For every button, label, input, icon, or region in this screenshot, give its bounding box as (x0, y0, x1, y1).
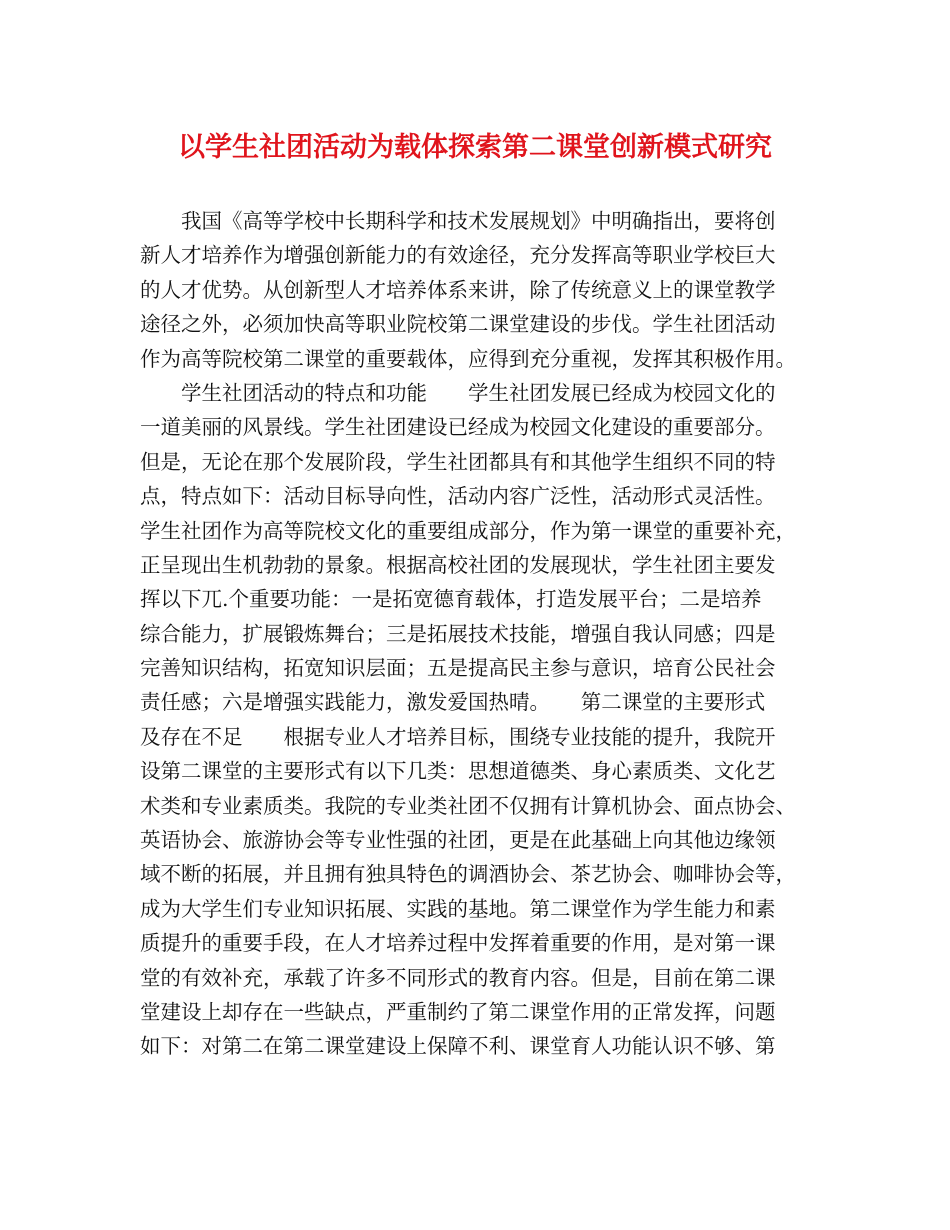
body-line: 责任感；六是增强实践能力，激发爱国热晴。 第二课堂的主要形式 (140, 690, 766, 715)
body-line: 作为高等院校第二课堂的重要载体，应得到充分重视，发挥其积极作用。 (140, 346, 796, 371)
body-line: 挥以下兀.个重要功能：一是拓宽德育载体，打造发展平台；二是培养 (140, 587, 762, 612)
body-line: 及存在不足 根据专业人才培养目标，围绕专业技能的提升，我院开 (140, 724, 776, 749)
body-line: 完善知识结构，拓宽知识层面；五是提高民主参与意识，培育公民社会 (140, 656, 776, 681)
body-line: 质提升的重要手段，在人才培养过程中发挥着重要的作用，是对第一课 (140, 931, 776, 956)
body-line: 综合能力，扩展锻炼舞台；三是拓展技术技能，增强自我认同感；四是 (140, 621, 776, 646)
body-line: 成为大学生们专业知识拓展、实践的基地。第二课堂作为学生能力和素 (140, 896, 776, 921)
body-line: 新人才培养作为增强创新能力的有效途径，充分发挥高等职业学校巨大 (140, 243, 776, 268)
body-line: 我国《高等学校中长期科学和技术发展规划》中明确指出，要将创 (181, 209, 776, 233)
document-body (140, 204, 820, 1064)
body-line: 术类和专业素质类。我院的专业类社团不仅拥有计算机协会、面点协会、 (140, 793, 796, 818)
body-line: 正呈现出生机勃勃的景象。根据高校社团的发展现状，学生社团主要发 (140, 552, 776, 577)
body-line: 学生社团作为高等院校文化的重要组成部分，作为第一课堂的重要补充， (140, 518, 796, 543)
body-line: 途径之外，必须加快高等职业院校第二课堂建设的步伐。学生社团活动 (140, 312, 776, 337)
body-line: 的人才优势。从创新型人才培养体系来讲，除了传统意义上的课堂教学 (140, 277, 776, 302)
body-line: 设第二课堂的主要形式有以下几类：思想道德类、身心素质类、文化艺 (140, 759, 776, 784)
body-line: 域不断的拓展，并且拥有独具特色的调酒协会、茶艺协会、咖啡协会等， (140, 862, 796, 887)
body-line: 但是，无论在那个发展阶段，学生社团都具有和其他学生组织不同的特 (140, 449, 776, 474)
document-title: 以学生社团活动为载体探索第二课堂创新模式研究 (178, 132, 772, 163)
body-line: 点，特点如下：活动目标导向性，活动内容广泛性，活动形式灵活性。 (140, 484, 776, 509)
body-line: 堂的有效补充，承载了许多不同形式的教育内容。但是，目前在第二课 (140, 965, 776, 990)
body-line: 学生社团活动的特点和功能 学生社团发展已经成为校园文化的 (181, 380, 776, 405)
body-line: 英语协会、旅游协会等专业性强的社团，更是在此基础上向其他边缘领 (140, 828, 776, 853)
body-line: 一道美丽的风景线。学生社团建设已经成为校园文化建设的重要部分。 (140, 415, 776, 440)
body-line: 如下：对第二在第二课堂建设上保障不利、课堂育人功能认识不够、第 (140, 1034, 776, 1059)
body-line: 堂建设上却存在一些缺点，严重制约了第二课堂作用的正常发挥，问题 (140, 999, 776, 1024)
